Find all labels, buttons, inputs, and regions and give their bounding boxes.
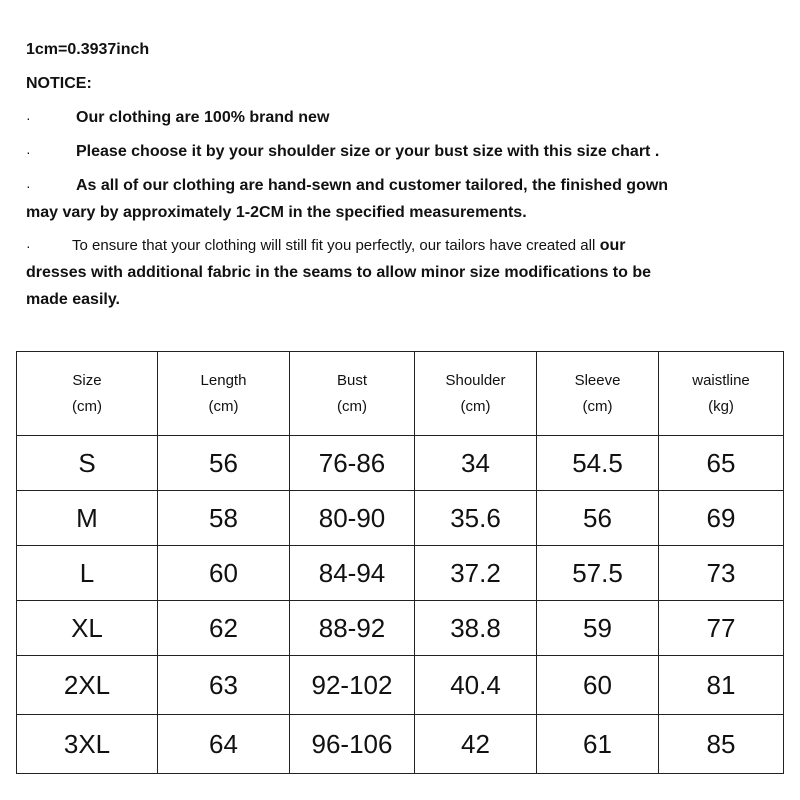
- cell-shoulder: 35.6: [415, 491, 537, 546]
- cell-waistline: 77: [659, 601, 784, 656]
- note-fit-end: made easily.: [26, 291, 120, 308]
- cell-bust: 88-92: [290, 601, 415, 656]
- cell-sleeve: 60: [537, 656, 659, 715]
- cell-shoulder: 37.2: [415, 546, 537, 601]
- cell-shoulder: 34: [415, 436, 537, 491]
- size-chart-table: [16, 351, 784, 774]
- cell-shoulder: 42: [415, 715, 537, 774]
- cell-shoulder: 40.4: [415, 656, 537, 715]
- cell-waistline: 85: [659, 715, 784, 774]
- note-fit: [26, 236, 626, 256]
- cell-length: 64: [158, 715, 290, 774]
- cell-sleeve: 56: [537, 491, 659, 546]
- cell-length: 58: [158, 491, 290, 546]
- cell-bust: 76-86: [290, 436, 415, 491]
- table-row: [17, 656, 784, 715]
- notice-heading: NOTICE:: [26, 75, 92, 92]
- cell-waistline: 73: [659, 546, 784, 601]
- cell-bust: 80-90: [290, 491, 415, 546]
- table-row: [17, 715, 784, 774]
- note-hand-sewn: [26, 176, 668, 196]
- cell-length: 63: [158, 656, 290, 715]
- note-text: Our clothing are 100% brand new: [76, 109, 330, 126]
- cell-shoulder: 38.8: [415, 601, 537, 656]
- header-length: Length (cm): [158, 352, 290, 436]
- header-waistline: waistline (kg): [659, 352, 784, 436]
- cell-bust: 92-102: [290, 656, 415, 715]
- cell-length: 60: [158, 546, 290, 601]
- cell-size: M: [17, 491, 158, 546]
- cell-bust: 84-94: [290, 546, 415, 601]
- cell-size: 3XL: [17, 715, 158, 774]
- cell-waistline: 81: [659, 656, 784, 715]
- cell-length: 62: [158, 601, 290, 656]
- table-row: [17, 546, 784, 601]
- cell-size: S: [17, 436, 158, 491]
- note-fit-cont: dresses with additional fabric in the seams to allow minor size modifications to be: [26, 264, 652, 281]
- cell-sleeve: 61: [537, 715, 659, 774]
- table-row: [17, 491, 784, 546]
- cell-bust: 96-106: [290, 715, 415, 774]
- header-size: Size (cm): [17, 352, 158, 436]
- header-sleeve: Sleeve (cm): [537, 352, 659, 436]
- bullet-icon: ·: [26, 238, 31, 254]
- bullet-icon: ·: [26, 110, 31, 126]
- unit-conversion: 1cm=0.3937inch: [26, 41, 150, 58]
- header-bust: Bust (cm): [290, 352, 415, 436]
- cell-size: L: [17, 546, 158, 601]
- note-text-bold: our: [595, 237, 626, 254]
- note-choose-size: [26, 142, 659, 162]
- bullet-icon: ·: [26, 144, 31, 160]
- cell-sleeve: 59: [537, 601, 659, 656]
- table-row: [17, 601, 784, 656]
- cell-waistline: 65: [659, 436, 784, 491]
- table-row: [17, 436, 784, 491]
- header-shoulder: Shoulder (cm): [415, 352, 537, 436]
- note-hand-sewn-cont: may vary by approximately 1-2CM in the specified measurements.: [26, 204, 527, 221]
- bullet-icon: ·: [26, 178, 31, 194]
- note-text: To ensure that your clothing will still fit you perfectly, our tailors have created all: [72, 237, 596, 254]
- note-text: As all of our clothing are hand-sewn and customer tailored, the finished gown: [76, 177, 669, 194]
- cell-size: XL: [17, 601, 158, 656]
- note-brand-new: [26, 108, 329, 128]
- table-header-row: [17, 352, 784, 436]
- cell-length: 56: [158, 436, 290, 491]
- cell-sleeve: 57.5: [537, 546, 659, 601]
- cell-waistline: 69: [659, 491, 784, 546]
- cell-size: 2XL: [17, 656, 158, 715]
- note-text: Please choose it by your shoulder size or your bust size with this size chart .: [76, 143, 660, 160]
- cell-sleeve: 54.5: [537, 436, 659, 491]
